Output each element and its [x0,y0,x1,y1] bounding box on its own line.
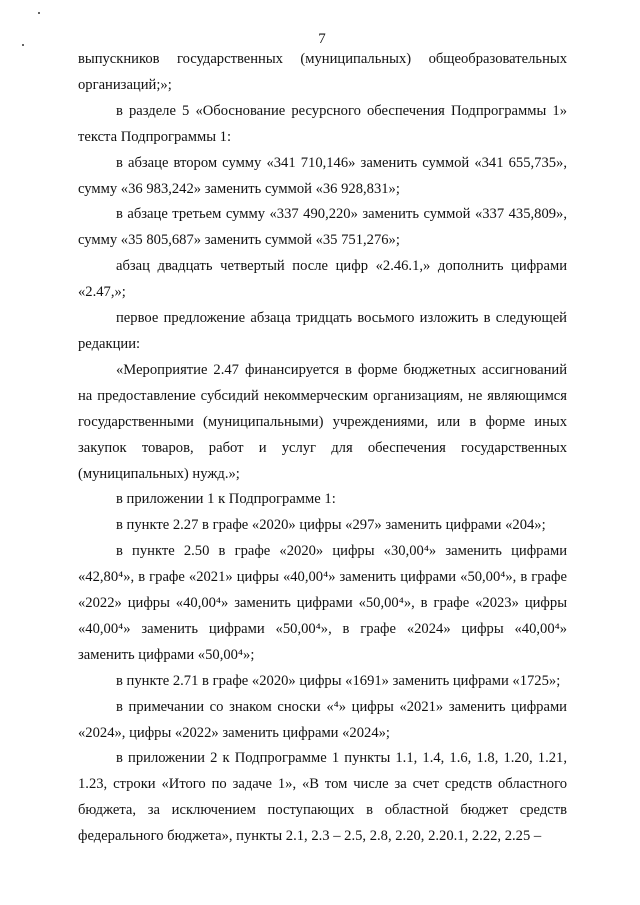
paragraph: в приложении 1 к Подпрограмме 1: [116,491,336,508]
paragraph: в пункте 2.27 в графе «2020» цифры «297» заменить цифрами «204»; [116,517,546,534]
paragraph: в приложении 2 к Подпрограмме 1 пункты 1.1, 1.4, 1.6, 1.8, 1.20, 1.21, 1.23, строки «Итого по задаче 1», «В том числе за счет средств областного бюджета, за исключением поступающих в областной бюджет средств федерального бюджета», пункты 2.1, 2.3 – 2.5, 2.8, 2.20, 2.20.1, 2.22, 2.25 – [78,750,567,845]
document-body [78,47,567,850]
paragraph: в абзаце третьем сумму «337 490,220» заменить суммой «337 435,809», сумму «35 805,687» заменить суммой «35 751,276»; [78,206,567,249]
quoted-paragraph: «Мероприятие 2.47 финансируется в форме бюджетных ассигнований на предоставление субсидий некоммерческим организациям, не являющимся государственными (муниципальными) учреждениями, или в форме иных закупок товаров, работ и услуг для обеспечения государственных (муниципальных) нужд.»; [78,361,567,482]
paragraph: абзац двадцать четвертый после цифр «2.46.1,» дополнить цифрами «2.47,»; [78,258,567,301]
paragraph: в пункте 2.71 в графе «2020» цифры «1691» заменить цифрами «1725»; [116,672,561,689]
paragraph: в пункте 2.50 в графе «2020» цифры «30,00⁴» заменить цифрами «42,80⁴», в графе «2021» цифры «40,00⁴» заменить цифрами «50,00⁴», в графе «2022» цифры «40,00⁴» заменить цифрами «50,00⁴», в графе «2023» цифры «40,00⁴» заменить цифрами «50,00⁴», в графе «2024» цифры «40,00⁴» заменить цифрами «50,00⁴»; [78,543,567,663]
paragraph: в абзаце втором сумму «341 710,146» заменить суммой «341 655,735», сумму «36 983,242» заменить суммой «36 928,831»; [78,154,567,197]
page-number: 7 [318,31,326,47]
paragraph: в примечании со знаком сноски «⁴» цифры «2021» заменить цифрами «2024», цифры «2022» заменить цифрами «2024»; [78,698,567,741]
paragraph: первое предложение абзаца тридцать восьмого изложить в следующей редакции: [78,310,567,352]
paragraph: выпускников государственных (муниципальных) общеобразовательных организаций;»; [78,51,567,93]
paragraph: в разделе 5 «Обоснование ресурсного обеспечения Подпрограммы 1» текста Подпрограммы 1: [78,102,567,145]
scan-speck [38,12,40,14]
